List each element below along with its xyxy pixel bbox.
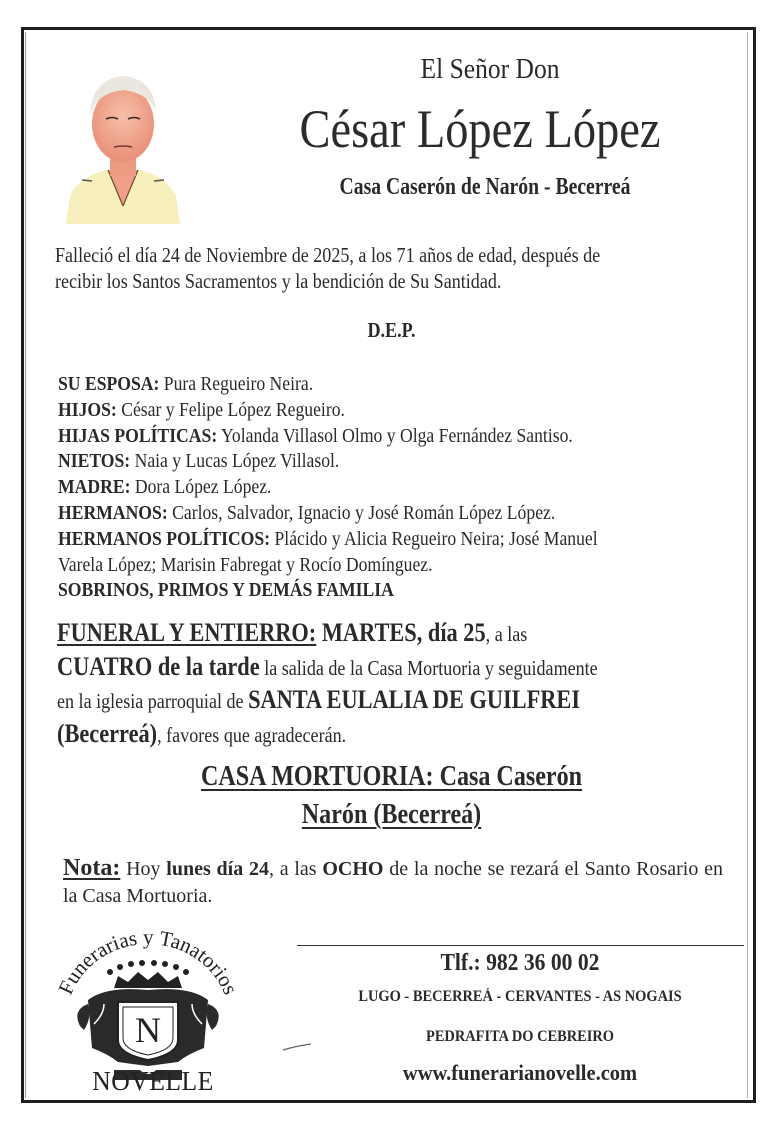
family-value: César y Felipe López Regueiro. <box>116 398 345 421</box>
funeral-home <box>55 758 728 834</box>
portrait-photo-icon <box>62 66 184 224</box>
inner-border-right <box>747 32 748 1098</box>
family-list <box>58 372 746 604</box>
family-label: HERMANOS POLÍTICOS: <box>58 527 271 550</box>
note-text: de la noche se rezará el Santo Rosario en la Casa Mortuoria. <box>63 858 723 907</box>
funeral-text: en la iglesia parroquial de <box>57 689 249 713</box>
funeral-day: MARTES, día 25 <box>316 618 486 647</box>
note-text: , a las <box>268 858 323 880</box>
family-label: MADRE: <box>58 476 131 499</box>
phone-number[interactable]: Tlf.: 982 36 00 02 <box>440 950 600 976</box>
family-row-grandchildren <box>58 449 746 475</box>
svg-text:N: N <box>135 1010 161 1050</box>
family-row-spouse <box>58 372 746 398</box>
funeral-time: CUATRO de la tarde <box>57 651 260 681</box>
website-link[interactable]: www.funerarianovelle.com <box>402 1060 638 1085</box>
locations-line-1: LUGO - BECERREÁ - CERVANTES - AS NOGAIS <box>358 988 682 1005</box>
deceased-portrait <box>62 66 184 224</box>
family-label: SU ESPOSA: <box>58 373 160 395</box>
family-value: Carlos, Salvador, Ignacio y José Román López López. <box>167 501 556 524</box>
funeral-line-4 <box>57 718 745 752</box>
family-value: Yolanda Villasol Olmo y Olga Fernández Santiso. <box>217 424 573 447</box>
funeral-line-1 <box>57 617 745 651</box>
inner-border-left <box>25 32 28 1098</box>
funeral-line-2 <box>57 651 745 685</box>
church-name: SANTA EULALIA DE GUILFREI <box>248 685 581 714</box>
funeral-home-line-1: CASA MORTUORIA: Casa Caserón <box>200 761 583 792</box>
note-text: Hoy <box>120 858 167 880</box>
family-row-siblings <box>58 501 746 527</box>
family-row-extended <box>58 578 746 604</box>
family-label: SOBRINOS, PRIMOS Y DEMÁS FAMILIA <box>58 579 394 602</box>
funeral-text: la salida de la Casa Mortuoria y seguidamente <box>259 655 598 680</box>
logo-arc-text: Funerarias y Tanatorios <box>53 930 243 998</box>
family-label: NIETOS: <box>58 450 131 473</box>
church-town: (Becerreá) <box>57 718 158 748</box>
family-row-daughters-in-law <box>58 424 746 450</box>
footer-divider <box>297 945 744 946</box>
funeral-details <box>57 617 745 751</box>
family-label: HIJOS: <box>58 398 117 421</box>
funeral-text: , a las <box>485 622 528 646</box>
logo-brand-name: NOVELLE <box>92 1066 214 1096</box>
family-row-siblings-in-law <box>58 527 746 553</box>
honorific-title: El Señor Don <box>420 53 560 85</box>
death-announcement <box>55 242 734 294</box>
announcement-line-1: Falleció el día 24 de Noviembre de 2025, a los 71 años de edad, después de <box>55 243 601 267</box>
family-label: HERMANOS: <box>58 501 168 524</box>
family-label: HIJAS POLÍTICAS: <box>58 424 218 447</box>
family-row-siblings-in-law-cont <box>58 553 746 579</box>
funeral-label: FUNERAL Y ENTIERRO: <box>57 618 317 647</box>
family-value: Dora López López. <box>130 476 272 499</box>
deceased-name: César López López <box>299 99 661 159</box>
note-time: OCHO <box>322 858 384 880</box>
family-row-mother <box>58 475 746 501</box>
family-value: Pura Regueiro Neira. <box>159 373 314 395</box>
rip-label: D.E.P. <box>367 318 416 342</box>
funeral-home-line-2: Narón (Becerreá) <box>301 799 482 830</box>
locations-line-2: PEDRAFITA DO CEBREIRO <box>426 1028 614 1045</box>
announcement-line-2: recibir los Santos Sacramentos y la bendición de Su Santidad. <box>55 269 502 293</box>
family-value: Naia y Lucas López Villasol. <box>130 450 340 473</box>
family-value: Varela López; Marisin Fabregat y Rocío Domínguez. <box>58 553 433 576</box>
rosary-note <box>63 855 723 910</box>
note-label: Nota: <box>63 855 121 881</box>
funeral-line-3 <box>57 684 745 718</box>
family-value: Plácido y Alicia Regueiro Neira; José Manuel <box>270 527 598 550</box>
residence: Casa Caserón de Narón - Becerreá <box>339 174 631 200</box>
funeral-text: , favores que agradecerán. <box>157 722 347 747</box>
note-day: lunes día 24 <box>166 858 269 880</box>
family-row-children <box>58 398 746 424</box>
